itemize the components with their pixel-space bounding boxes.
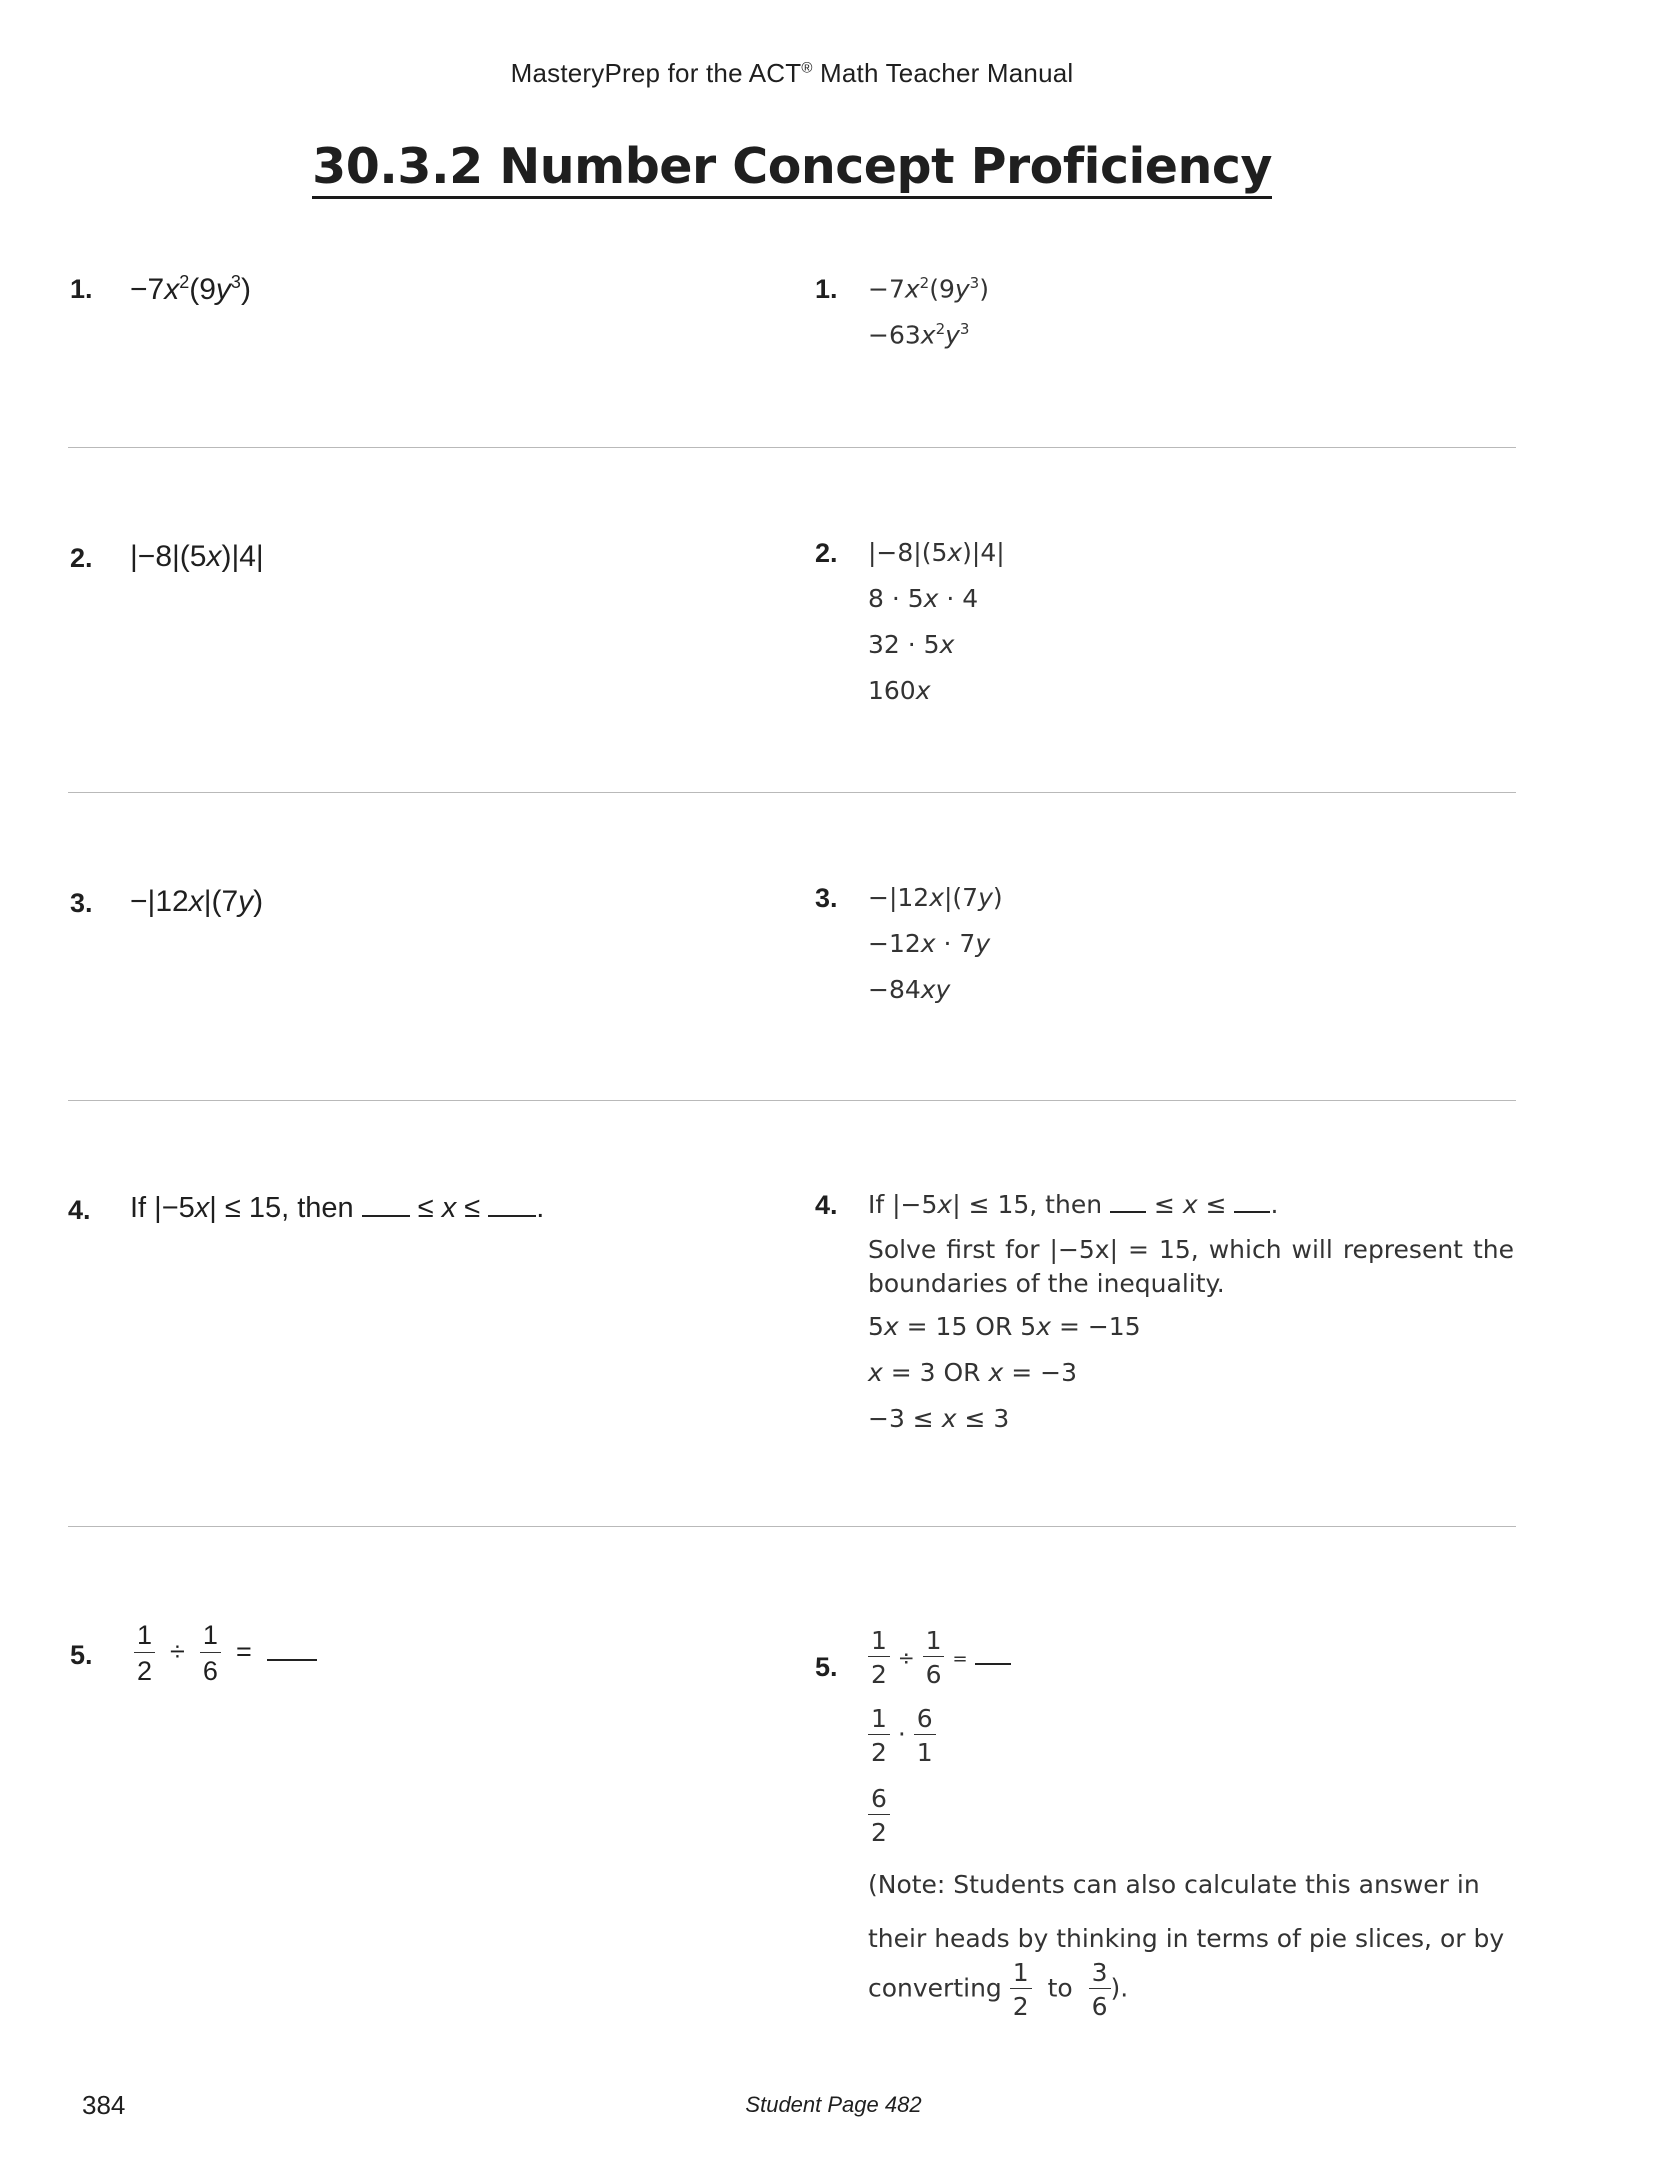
answer-5-note-line-2: their heads by thinking in terms of pie slices, or by [868,1924,1505,1953]
problem-5-question: $\frac{1}{2}$ ÷ $\frac{1}{6}$ = [134,1622,317,1685]
divider-2 [68,792,1516,793]
page-number: 384 [82,2090,126,2120]
header-text: MasteryPrep for the ACT® Math Teacher Manual [510,58,1074,88]
answer-5-line-2: $\frac{1}{2}$ · $\frac{6}{1}$ [868,1706,936,1765]
answer-blank [362,1193,410,1217]
fraction: $\frac{1}{6}$ [923,1628,945,1687]
divider-3 [68,1100,1516,1101]
answer-5-line-3 [868,1786,890,1845]
problem-2-number: 2. [70,543,93,573]
page-title-text: 30.3.2 Number Concept Proficiency [312,138,1272,199]
divider-4 [68,1526,1516,1527]
answer-1-line-2: $-63x^2y^3$ [868,320,970,350]
answer-blank [1110,1193,1146,1213]
answer-3-line-2: −12x · 7y [868,929,991,958]
fraction: $\frac{1}{2}$ [868,1706,890,1765]
answer-blank [267,1645,317,1661]
problem-3-question: −|12x|(7y) [130,885,264,918]
answer-blank [1234,1193,1270,1213]
problem-2-question: |−8|(5x)|4| [130,540,264,573]
problem-1-question: $-7x^2(9y^3)$ [130,272,251,306]
answer-blank [488,1193,536,1217]
answer-2-line-2: 8 · 5x · 4 [868,584,979,613]
fraction: $\frac{1}{2}$ [1010,1960,1032,2019]
problem-3-number: 3. [70,888,93,918]
answer-blank [975,1651,1011,1665]
answer-1-line-1: $-7x^2(9y^3)$ [868,274,989,304]
answer-5-number: 5. [815,1652,838,1682]
answer-4-explanation: Solve first for |−5x| = 15, which will represent the boundaries of the inequality. [868,1235,1514,1298]
answer-2-line-3: 32 · 5x [868,630,955,659]
answer-3-line-1: −|12x|(7y) [868,883,1003,912]
fraction: $\frac{1}{6}$ [200,1622,221,1685]
fraction: $\frac{6}{1}$ [914,1706,936,1765]
problem-4-number: 4. [68,1195,91,1225]
answer-2-number: 2. [815,538,838,568]
fraction: $\frac{1}{2}$ [134,1622,155,1685]
fraction: $\frac{6}{2}$ [868,1786,890,1845]
page-header [0,58,1584,89]
answer-4-line-2: 5x = 15 OR 5x = −15 [868,1312,1141,1341]
student-page-reference: Student Page 482 [745,2092,922,2117]
answer-4-line-1: If |−5x| ≤ 15, then ≤ x ≤ . [868,1190,1279,1219]
answer-3-line-3: −84xy [868,975,951,1004]
answer-1-number: 1. [815,274,838,304]
answer-4-line-3: x = 3 OR x = −3 [868,1358,1077,1387]
answer-3-number: 3. [815,883,838,913]
fraction: $\frac{3}{6}$ [1089,1960,1111,2019]
problem-1-number: 1. [70,274,93,304]
divider-1 [68,447,1516,448]
answer-2-line-4: 160x [868,676,931,705]
answer-2-line-1: |−8|(5x)|4| [868,538,1005,567]
page-title [0,138,1584,195]
fraction: $\frac{1}{2}$ [868,1628,890,1687]
problem-4-question: If |−5x| ≤ 15, then ≤ x ≤ . [130,1192,545,1224]
problem-5-number: 5. [70,1640,93,1670]
answer-4-number: 4. [815,1190,838,1220]
answer-5-note-line-1: (Note: Students can also calculate this answer in [868,1870,1480,1899]
answer-5-line-1: $\frac{1}{2}$ ÷ $\frac{1}{6}$ = [868,1628,1011,1687]
answer-4-line-4: −3 ≤ x ≤ 3 [868,1404,1010,1433]
answer-5-note-line-3: converting $\frac{1}{2}$ to $\frac{3}{6}$ ). [868,1958,1129,2021]
